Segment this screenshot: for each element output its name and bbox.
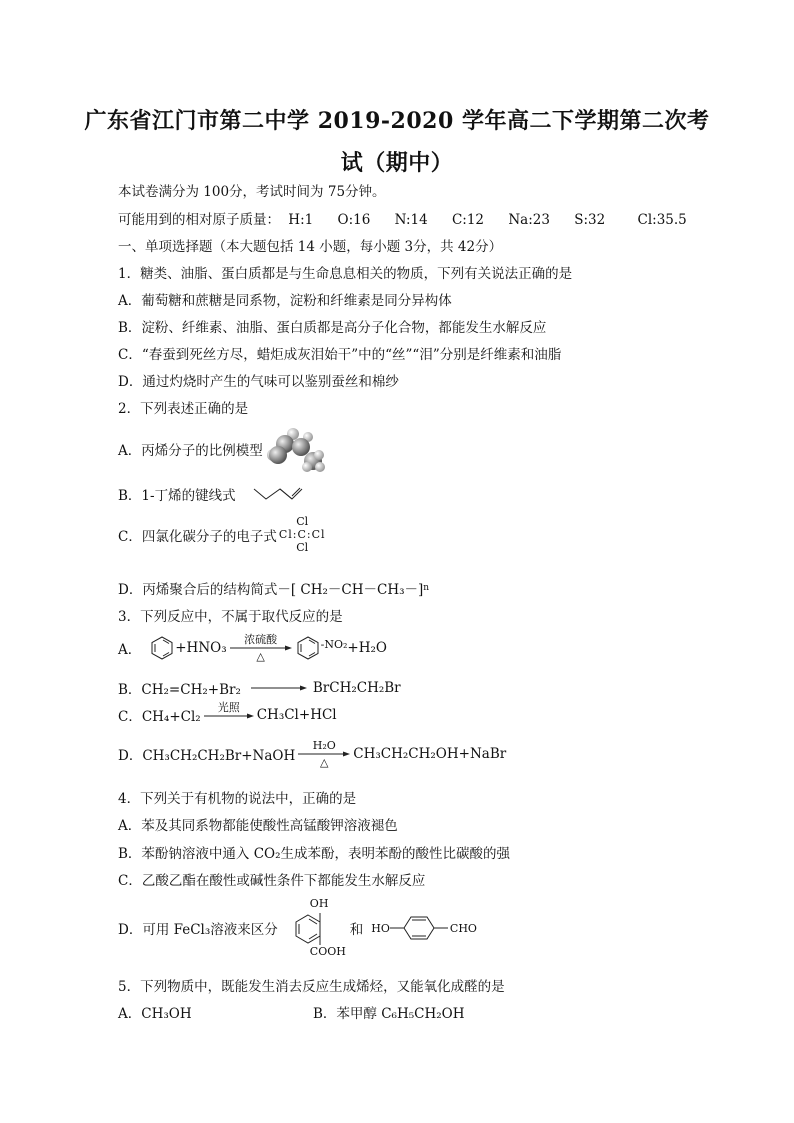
q3-option-a-label: A． [118, 642, 142, 658]
q3-d-condition-top: H₂O [312, 739, 336, 752]
q3-b-arrow [251, 684, 307, 692]
atomic-mass-line [118, 208, 707, 228]
mass-c: C:12 [451, 212, 485, 228]
q3-a-condition-top: 浓硫酸 [244, 633, 278, 646]
ccl4-top-cl: Cl [296, 515, 309, 528]
mass-n: N:14 [394, 212, 428, 228]
mass-o: O:16 [337, 212, 371, 228]
salicylic-acid-structure [280, 897, 344, 959]
q3-option-a [118, 634, 387, 662]
atomic-mass-label: 可能用到的相对原子质量： [118, 212, 280, 228]
q5-option-b: B．苯甲醇 C₆H₅CH₂OH [313, 1006, 465, 1022]
q5-stem: 5．下列物质中，既能发生消去反应生成烯烃，又能氧化成醛的是 [118, 979, 505, 995]
mass-s: S:32 [574, 212, 606, 228]
q3-c-condition: 光照 [217, 700, 240, 714]
ccl4-electron-formula [279, 515, 326, 554]
q3-option-b [118, 678, 401, 698]
q2-option-b [118, 484, 304, 504]
hydroxybenzaldehyde-ho-label: HO [371, 921, 390, 935]
q4-stem: 4．下列关于有机物的说法中，正确的是 [118, 791, 357, 807]
ccl4-middle: Cl:C:Cl [278, 528, 326, 541]
q3-option-d [118, 740, 506, 768]
q1-option-a: A．葡萄糖和蔗糖是同系物，淀粉和纤维素是同分异构体 [118, 293, 452, 309]
q3-b-product: BrCH₂CH₂Br [312, 680, 401, 696]
polymer-degree-n: n [423, 583, 430, 593]
exam-info: 本试卷满分为 100分，考试时间为 75分钟。 [118, 184, 386, 200]
q1-option-d: D．通过灼烧时产生的气味可以鉴别蚕丝和棉纱 [118, 374, 399, 390]
q3-option-c [118, 700, 337, 725]
q1-stem: 1．糖类、油脂、蛋白质都是与生命息息相关的物质，下列有关说法正确的是 [118, 266, 573, 282]
q3-d-reactants: D．CH₃CH₂CH₂Br+NaOH [118, 748, 296, 764]
hydroxybenzaldehyde-ring-icon [390, 913, 450, 943]
q3-d-condition-bottom: △ [320, 756, 329, 769]
mass-h: H:1 [288, 212, 314, 228]
ccl4-bottom-cl: Cl [296, 541, 309, 554]
q3-stem: 3．下列反应中，不属于取代反应的是 [118, 609, 343, 625]
propene-space-filling-model [263, 425, 329, 473]
mass-na: Na:23 [508, 212, 550, 228]
q3-a-nitro-group: -NO₂ [320, 637, 348, 651]
q2-stem: 2．下列表述正确的是 [118, 401, 249, 417]
q3-c-reactants: C．CH₄+Cl₂ [118, 709, 201, 725]
q2-option-a-text: A．丙烯分子的比例模型 [118, 443, 263, 459]
page-title-line1: 广东省江门市第二中学 2019-2020 学年高二下学期第二次考 [84, 108, 710, 134]
q2-option-c-text: C．四氯化碳分子的电子式 [118, 528, 277, 545]
q3-c-products: CH₃Cl+HCl [256, 707, 337, 723]
q2-option-a [118, 425, 329, 473]
q3-a-arrow [230, 634, 292, 662]
hydroxybenzaldehyde-cho-label: CHO [449, 921, 477, 935]
1-butene-skeletal-formula [252, 485, 304, 503]
q2-option-d [118, 578, 429, 598]
q4-and-word: 和 [349, 922, 364, 938]
q2-option-c [118, 515, 326, 554]
q3-d-products: CH₃CH₂CH₂OH+NaBr [353, 746, 507, 762]
polypropene-formula: －[ CH₂－CH－CH₃－] [277, 582, 424, 598]
salicylic-cooh-label: COOH [309, 945, 346, 958]
q3-c-arrow [204, 702, 254, 719]
q1-option-c: C．“春蚕到死丝方尽，蜡炬成灰泪始干”中的“丝”“泪”分别是纤维素和油脂 [118, 347, 562, 363]
salicylic-benzene-ring-icon [288, 909, 328, 949]
q3-b-reactants: B．CH₂=CH₂+Br₂ [118, 682, 241, 698]
q4-option-c: C．乙酸乙酯在酸性或碱性条件下都能发生水解反应 [118, 873, 426, 889]
q5-option-a: A．CH₃OH [118, 1006, 192, 1022]
mass-cl: Cl:35.5 [637, 212, 687, 228]
page-title-line2: 试（期中） [340, 150, 454, 176]
q2-option-d-text: D．丙烯聚合后的结构简式 [118, 582, 278, 598]
q3-a-condition-bottom: △ [256, 650, 265, 663]
q4-option-d [118, 897, 477, 959]
q3-a-reactant: +HNO₃ [175, 640, 227, 656]
q3-a-product: +H₂O [347, 640, 387, 656]
section-heading: 一、单项选择题（本大题包括 14 小题，每小题 3分，共 42分） [118, 239, 503, 255]
q1-option-b: B．淀粉、纤维素、油脂、蛋白质都是高分子化合物，都能发生水解反应 [118, 320, 547, 336]
benzene-ring-icon [149, 635, 175, 661]
salicylic-oh-label: OH [309, 897, 329, 910]
q2-option-b-text: B．1-丁烯的键线式 [118, 488, 236, 504]
q3-d-arrow [298, 740, 350, 768]
nitrobenzene-ring-icon [295, 635, 321, 661]
q4-option-a: A．苯及其同系物都能使酸性高锰酸钾溶液褪色 [118, 818, 398, 834]
q4-option-b: B．苯酚钠溶液中通入 CO₂生成苯酚，表明苯酚的酸性比碳酸的强 [118, 846, 511, 862]
q4-option-d-text: D．可用 FeCl₃溶液来区分 [118, 922, 278, 938]
